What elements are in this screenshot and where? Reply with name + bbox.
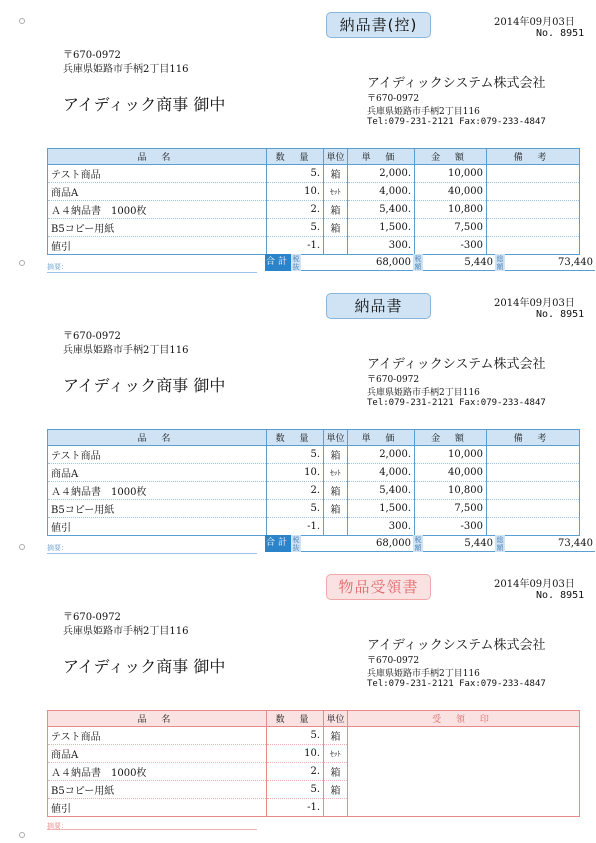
item-qty: 5. (267, 500, 324, 518)
item-qty: 10. (267, 745, 324, 763)
item-name: 商品A (48, 464, 267, 482)
item-name: Ａ４納品書 1000枚 (48, 201, 267, 219)
item-price: 300. (348, 518, 415, 536)
items-table (47, 148, 580, 255)
memo-label: 摘要： (47, 822, 68, 830)
customer-name: アイディック商事 御中 (63, 95, 226, 114)
issue-date: 2014年09月03日 (494, 17, 575, 28)
col-note: 備 考 (487, 430, 580, 446)
item-qty: 5. (267, 727, 324, 745)
company-tel: Tel:079-231-2121 Fax:079-233-4847 (367, 679, 546, 689)
col-stamp: 受 領 印 (348, 711, 580, 727)
total-label: 合計 (265, 254, 291, 271)
items-table (47, 429, 580, 536)
item-name: テスト商品 (48, 727, 267, 745)
item-price: 2,000. (348, 165, 415, 183)
table-row (48, 165, 580, 183)
item-qty: 5. (267, 165, 324, 183)
item-price: 5,400. (348, 201, 415, 219)
item-amount: -300 (415, 518, 487, 536)
subtotal-label: 税抜 (292, 536, 300, 552)
item-name: Ａ４納品書 1000枚 (48, 482, 267, 500)
customer-address: 兵庫県姫路市手柄2丁目116 (63, 626, 189, 637)
item-name: Ａ４納品書 1000枚 (48, 763, 267, 781)
subtotal-label: 税抜 (292, 255, 300, 271)
item-qty: 5. (267, 219, 324, 237)
company-zip: 〒670-0972 (367, 656, 420, 666)
items-table (47, 710, 580, 817)
item-name: 値引 (48, 518, 267, 536)
table-header (48, 149, 580, 165)
item-note (487, 482, 580, 500)
col-item: 品 名 (48, 711, 267, 727)
memo-line (47, 829, 257, 830)
customer-name: アイディック商事 御中 (63, 376, 226, 395)
doc-number: No. 8951 (536, 590, 585, 601)
item-amount: -300 (415, 237, 487, 255)
doc-number: No. 8951 (536, 309, 585, 320)
item-name: B5コピー用紙 (48, 781, 267, 799)
subtotal-value: 68,000 (301, 254, 413, 271)
item-name: 商品A (48, 745, 267, 763)
item-note (487, 446, 580, 464)
item-qty: 10. (267, 464, 324, 482)
company-address: 兵庫県姫路市手柄2丁目116 (367, 388, 480, 398)
item-price: 4,000. (348, 464, 415, 482)
item-qty: 2. (267, 482, 324, 500)
item-unit: 箱 (324, 219, 348, 237)
col-unit: 単位 (324, 430, 348, 446)
memo-label: 摘要： (47, 544, 68, 552)
grand-value: 73,440 (505, 254, 595, 271)
col-amount: 金 額 (415, 149, 487, 165)
item-note (487, 500, 580, 518)
col-price: 単 価 (348, 430, 415, 446)
company-name: アイディックシステム株式会社 (367, 638, 546, 653)
binder-hole (19, 544, 25, 550)
col-qty: 数 量 (267, 430, 324, 446)
item-unit (324, 799, 348, 817)
company-address: 兵庫県姫路市手柄2丁目116 (367, 669, 480, 679)
doc-number: No. 8951 (536, 28, 585, 39)
item-unit: ｾｯﾄ (324, 745, 348, 763)
col-unit: 単位 (324, 711, 348, 727)
col-unit: 単位 (324, 149, 348, 165)
item-name: テスト商品 (48, 165, 267, 183)
item-qty: 2. (267, 763, 324, 781)
item-qty: -1. (267, 799, 324, 817)
col-item: 品 名 (48, 430, 267, 446)
totals-bar (265, 535, 595, 552)
item-amount: 10,000 (415, 165, 487, 183)
customer-zip: 〒670-0972 (63, 612, 121, 623)
item-price: 1,500. (348, 219, 415, 237)
item-unit: ｾｯﾄ (324, 464, 348, 482)
table-row (48, 219, 580, 237)
item-amount: 40,000 (415, 183, 487, 201)
item-name: 値引 (48, 799, 267, 817)
item-unit: 箱 (324, 482, 348, 500)
item-unit: 箱 (324, 165, 348, 183)
grand-label: 総額 (496, 536, 504, 552)
item-qty: 10. (267, 183, 324, 201)
customer-zip: 〒670-0972 (63, 50, 121, 61)
totals-bar (265, 254, 595, 271)
item-price: 1,500. (348, 500, 415, 518)
company-name: アイディックシステム株式会社 (367, 76, 546, 91)
item-price: 5,400. (348, 482, 415, 500)
item-amount: 10,800 (415, 201, 487, 219)
item-note (487, 237, 580, 255)
issue-date: 2014年09月03日 (494, 298, 575, 309)
company-address: 兵庫県姫路市手柄2丁目116 (367, 107, 480, 117)
col-note: 備 考 (487, 149, 580, 165)
item-name: B5コピー用紙 (48, 219, 267, 237)
item-unit: 箱 (324, 763, 348, 781)
item-qty: 5. (267, 446, 324, 464)
table-header (48, 711, 580, 727)
table-row (48, 183, 580, 201)
doc-title: 物品受領書 (326, 574, 431, 600)
item-note (487, 165, 580, 183)
table-row (48, 482, 580, 500)
item-qty: 2. (267, 201, 324, 219)
item-note (487, 464, 580, 482)
company-zip: 〒670-0972 (367, 94, 420, 104)
item-unit: ｾｯﾄ (324, 183, 348, 201)
table-row (48, 500, 580, 518)
table-row (48, 464, 580, 482)
item-unit: 箱 (324, 500, 348, 518)
tax-value: 5,440 (423, 254, 495, 271)
item-price: 4,000. (348, 183, 415, 201)
stamp-area[interactable] (348, 727, 580, 817)
customer-address: 兵庫県姫路市手柄2丁目116 (63, 64, 189, 75)
item-unit: 箱 (324, 201, 348, 219)
table-row (48, 237, 580, 255)
col-item: 品 名 (48, 149, 267, 165)
item-unit (324, 237, 348, 255)
table-row (48, 727, 580, 745)
table-row (48, 446, 580, 464)
tax-value: 5,440 (423, 535, 495, 552)
goods-receipt (0, 562, 596, 843)
customer-address: 兵庫県姫路市手柄2丁目116 (63, 345, 189, 356)
subtotal-value: 68,000 (301, 535, 413, 552)
doc-title: 納品書 (326, 293, 431, 319)
item-price: 300. (348, 237, 415, 255)
memo-line (47, 272, 257, 273)
item-amount: 10,800 (415, 482, 487, 500)
memo-line (47, 553, 257, 554)
table-row (48, 201, 580, 219)
table-row (48, 518, 580, 536)
item-unit: 箱 (324, 446, 348, 464)
memo-label: 摘要： (47, 263, 68, 271)
item-qty: -1. (267, 518, 324, 536)
item-amount: 10,000 (415, 446, 487, 464)
item-name: 値引 (48, 237, 267, 255)
item-unit (324, 518, 348, 536)
item-qty: -1. (267, 237, 324, 255)
item-amount: 7,500 (415, 219, 487, 237)
grand-value: 73,440 (505, 535, 595, 552)
item-note (487, 518, 580, 536)
delivery-slip-copy (0, 0, 596, 281)
company-name: アイディックシステム株式会社 (367, 357, 546, 372)
item-name: テスト商品 (48, 446, 267, 464)
item-name: 商品A (48, 183, 267, 201)
item-name: B5コピー用紙 (48, 500, 267, 518)
col-qty: 数 量 (267, 149, 324, 165)
customer-name: アイディック商事 御中 (63, 657, 226, 676)
col-amount: 金 額 (415, 430, 487, 446)
table-header (48, 430, 580, 446)
company-tel: Tel:079-231-2121 Fax:079-233-4847 (367, 117, 546, 127)
company-tel: Tel:079-231-2121 Fax:079-233-4847 (367, 398, 546, 408)
issue-date: 2014年09月03日 (494, 579, 575, 590)
total-label: 合計 (265, 535, 291, 552)
binder-hole (19, 18, 25, 24)
item-qty: 5. (267, 781, 324, 799)
binder-hole (19, 260, 25, 266)
tax-label: 税額 (414, 536, 422, 552)
customer-zip: 〒670-0972 (63, 331, 121, 342)
grand-label: 総額 (496, 255, 504, 271)
tax-label: 税額 (414, 255, 422, 271)
item-unit: 箱 (324, 727, 348, 745)
item-note (487, 183, 580, 201)
item-note (487, 201, 580, 219)
col-price: 単 価 (348, 149, 415, 165)
item-unit: 箱 (324, 781, 348, 799)
col-qty: 数 量 (267, 711, 324, 727)
company-zip: 〒670-0972 (367, 375, 420, 385)
item-note (487, 219, 580, 237)
binder-hole (19, 832, 25, 838)
item-amount: 7,500 (415, 500, 487, 518)
item-amount: 40,000 (415, 464, 487, 482)
delivery-slip (0, 281, 596, 562)
doc-title: 納品書(控) (326, 12, 431, 38)
item-price: 2,000. (348, 446, 415, 464)
